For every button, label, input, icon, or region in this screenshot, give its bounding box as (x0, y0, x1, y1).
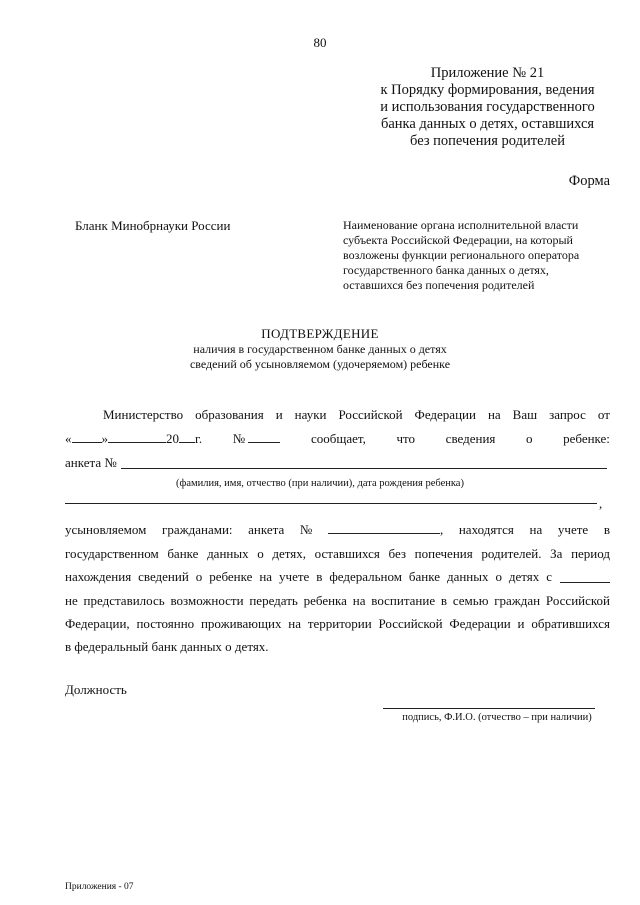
appendix-heading (360, 65, 615, 150)
appendix-line: и использования государственного (380, 99, 595, 115)
p2-word: ребенке: (563, 431, 610, 446)
p1-word: на (487, 407, 501, 422)
p1-word: запрос (549, 407, 586, 422)
organ-line: Наименование органа исполнительной власти (343, 218, 579, 232)
p2-word: о (526, 431, 533, 446)
p1-word: Министерство (103, 407, 184, 422)
footer-label: Приложения - 07 (65, 882, 134, 892)
year-prefix: 20 (166, 431, 179, 446)
title-main: ПОДТВЕРЖДЕНИЕ (261, 326, 379, 341)
title-sub: наличия в государственном банке данных о детях (193, 342, 447, 356)
body-line-anketa (65, 452, 607, 474)
day-field[interactable] (72, 429, 102, 443)
title-sub: сведений об усыновляемом (удочеряемом) ребенке (189, 357, 451, 371)
body-line-8: не представилось возможности передать ребенка на воспитание в семью граждан Российской (65, 593, 610, 608)
p1-word: образования (195, 407, 264, 422)
appendix-line: без попечения родителей (410, 133, 565, 149)
month-field[interactable] (108, 429, 166, 443)
usynov-word: в (603, 522, 610, 537)
request-number (233, 428, 281, 450)
p2-word: сведения (445, 431, 496, 446)
addressee-organ (343, 218, 618, 293)
organ-line: возложены функции регионального оператора (343, 248, 580, 262)
quote-close: » (101, 431, 108, 446)
usynov-word: анкета (248, 522, 285, 537)
signature-field[interactable] (383, 708, 595, 709)
quote-open: « (65, 431, 72, 446)
usynov-word: усыновляемом (65, 522, 147, 537)
p2-word: что (396, 431, 416, 446)
period-text: нахождения сведений о ребенке на учете в федеральном банке данных о детях с (65, 569, 552, 584)
usynov-word: находятся (458, 522, 514, 537)
body-line-usynov (65, 519, 610, 541)
child-details-field[interactable] (65, 503, 597, 504)
p1-word: науки (294, 407, 327, 422)
usynov-word: на (529, 522, 543, 537)
request-number-field[interactable] (248, 429, 280, 443)
page-number: 80 (313, 35, 327, 50)
p1-word: Ваш (512, 407, 538, 422)
p2-word: сообщает, (311, 431, 366, 446)
body-line-9: Федерации, постоянно проживающих на территории Российской Федерации и обратившихся (65, 616, 610, 631)
organ-line: оставшихся без попечения родителей (343, 278, 535, 292)
child-caption: (фамилия, имя, отчество (при наличии), дата рождения ребенка) (176, 478, 464, 489)
form-label: Форма (568, 173, 610, 189)
organ-line: государственного банка данных о детях, (343, 263, 549, 277)
appendix-line: Приложение № 21 (430, 65, 545, 81)
position-label: Должность (65, 682, 127, 697)
justified-row (65, 428, 610, 450)
usynov-word: учете (557, 522, 589, 537)
usynov-word: № (299, 522, 313, 537)
p1-word: Федерации (414, 407, 476, 422)
appendix-line: к Порядку формирования, ведения (380, 82, 595, 98)
organ-line: субъекта Российской Федерации, на который (343, 233, 573, 247)
letterhead-label: Бланк Минобрнауки России (75, 218, 231, 233)
p1-word: и (275, 407, 283, 422)
adopter-anketa-field[interactable] (328, 520, 440, 534)
anketa-label: анкета № (65, 455, 117, 470)
p1-word: от (597, 407, 610, 422)
request-date (65, 428, 202, 450)
document-title (0, 326, 640, 372)
signature-caption: подпись, Ф.И.О. (отчество – при наличии) (402, 712, 592, 723)
justified-row (103, 404, 610, 426)
body-line-10: в федеральный банк данных о детях. (65, 639, 269, 654)
child-anketa-field[interactable] (121, 455, 607, 469)
body-line-2 (65, 428, 610, 450)
body-line-6: государственном банке данных о детях, оставшихся без попечения родителей. За период (65, 546, 610, 561)
usynov-word: гражданами: (162, 522, 233, 537)
year-suffix: г. (195, 431, 203, 446)
number-sign: № (232, 431, 246, 446)
comma: , (599, 496, 603, 511)
year-field[interactable] (179, 429, 195, 443)
body-line-7 (65, 566, 610, 588)
p1-word: Российской (338, 407, 403, 422)
justified-row (65, 519, 610, 541)
comma: , (439, 522, 444, 537)
body-line-1 (65, 404, 610, 426)
period-date-field[interactable] (560, 569, 610, 583)
appendix-line: банка данных о детях, оставшихся (380, 116, 595, 132)
